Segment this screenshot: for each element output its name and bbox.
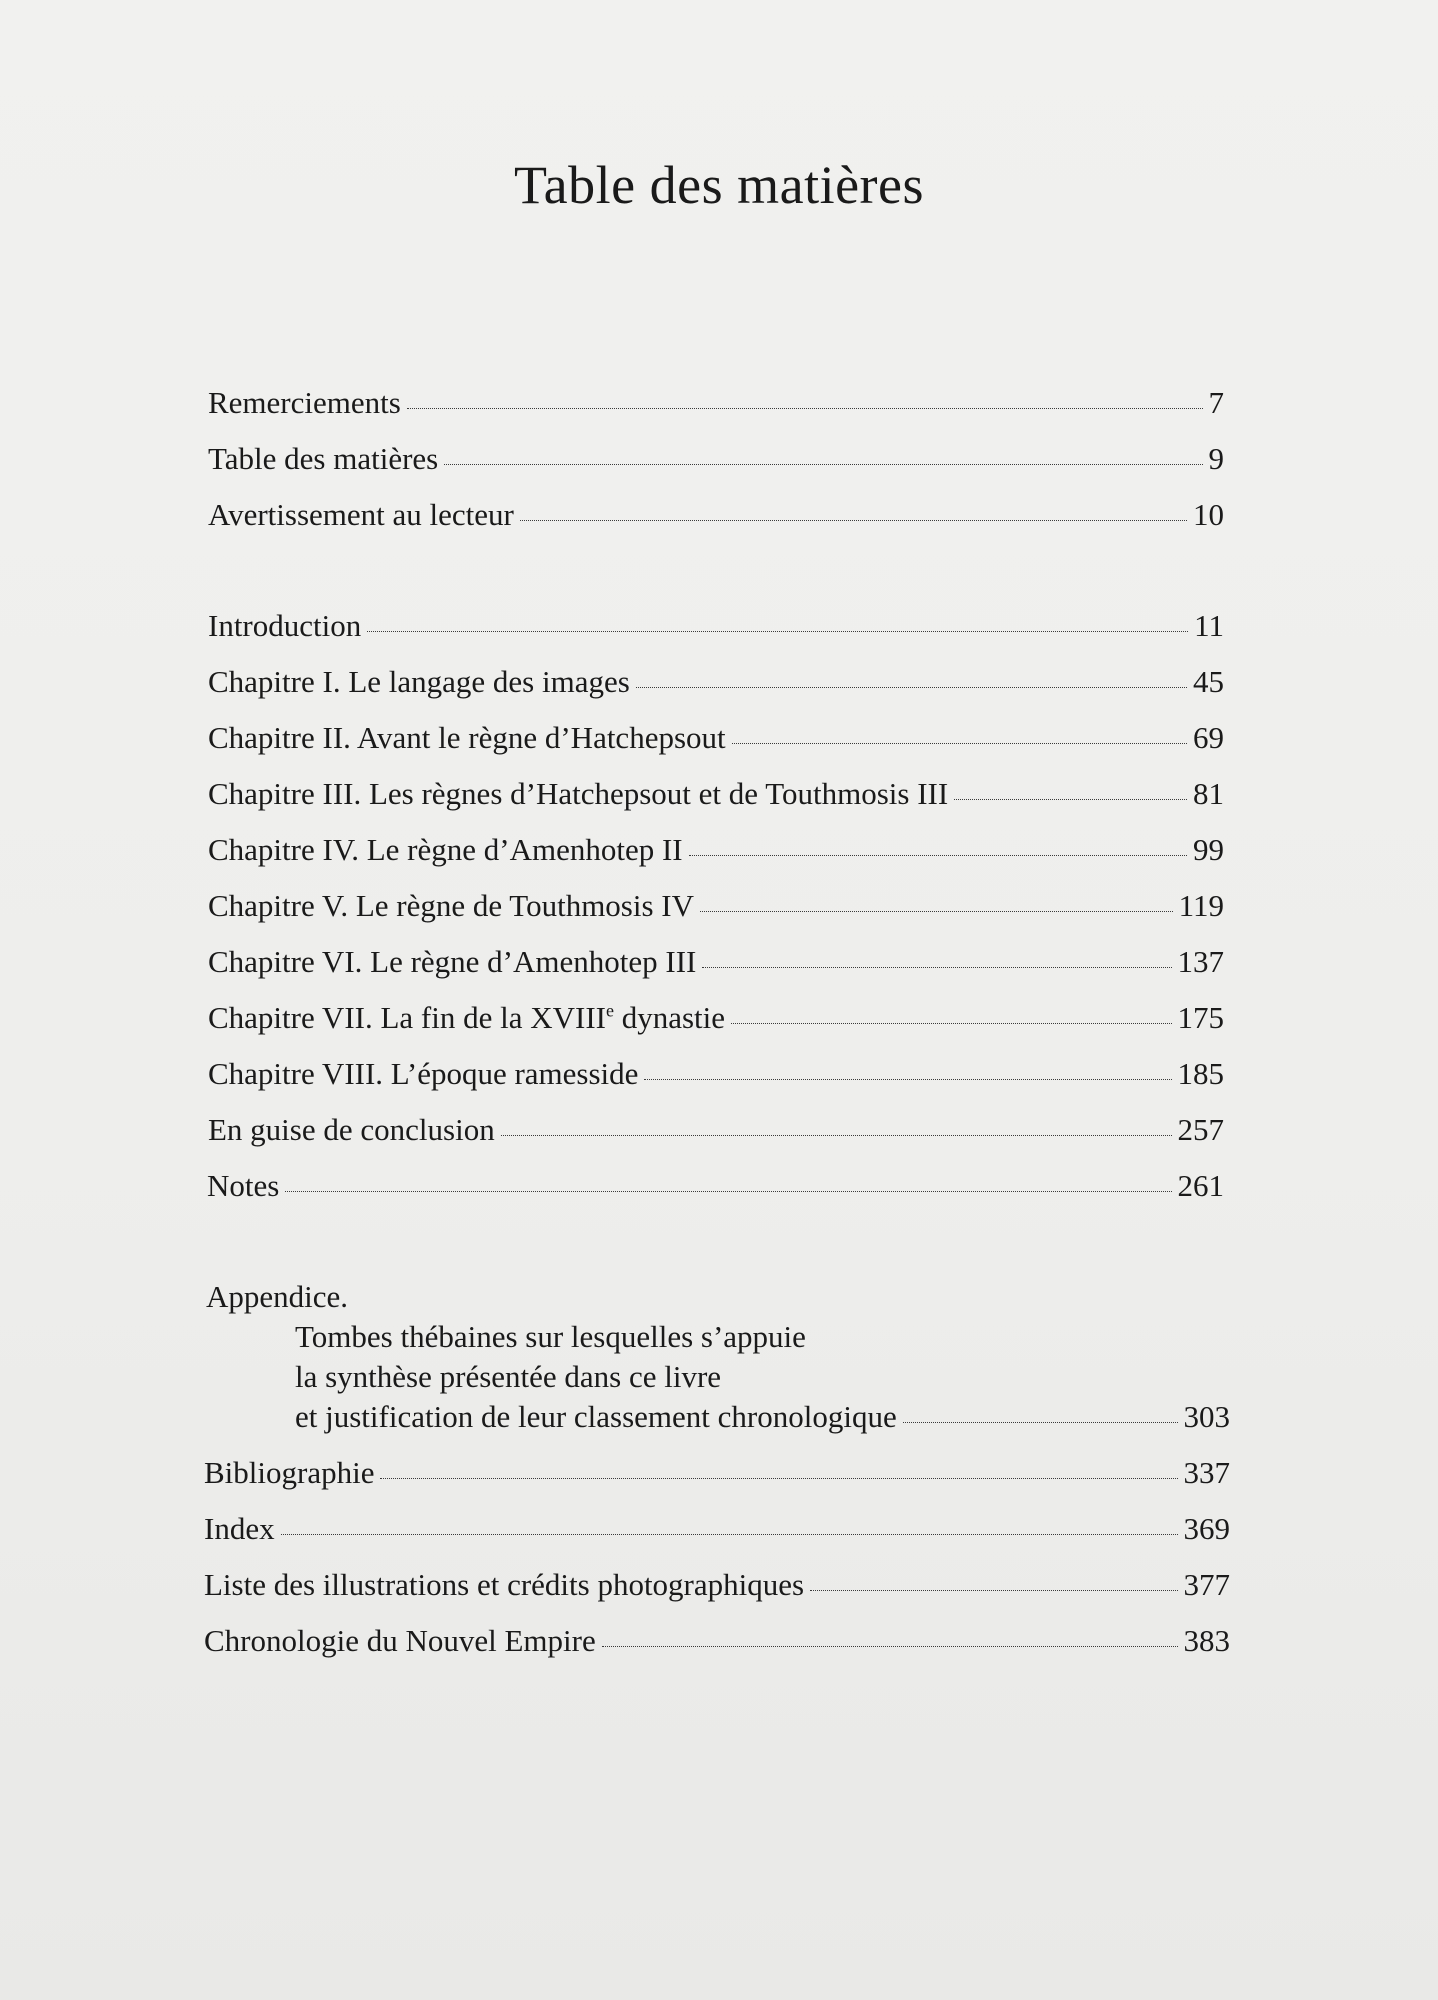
toc-entry-label: Chapitre III. Les règnes d’Hatchepsout et de Touthmosis III (208, 776, 949, 811)
toc-entry-label: Avertissement au lecteur (208, 497, 514, 532)
dot-leader (903, 1422, 1178, 1423)
toc-entry-introduction (208, 606, 1224, 646)
toc-entry-label-part: dynastie (613, 1000, 726, 1035)
toc-entry-label: Chapitre VIII. L’époque ramesside (208, 1056, 639, 1091)
toc-entry-label: Chapitre I. Le langage des images (208, 664, 630, 699)
toc-entry-page: 11 (1194, 608, 1224, 643)
toc-entry-chapitre-5 (208, 886, 1224, 926)
toc-entry-chapitre-1 (208, 662, 1224, 702)
toc-entry-page: 7 (1208, 385, 1224, 420)
toc-entry-page: 369 (1183, 1511, 1230, 1546)
toc-entry-chapitre-8 (208, 1054, 1224, 1094)
toc-entry-label (208, 998, 725, 1038)
toc-entry-chapitre-6 (208, 942, 1224, 982)
toc-entry-chronologie (204, 1621, 1230, 1661)
toc-entry-page: 81 (1193, 776, 1224, 811)
toc-entry-remerciements (208, 383, 1224, 423)
toc-entry-conclusion (208, 1110, 1224, 1150)
toc-entry-appendix (295, 1397, 1230, 1437)
dot-leader (954, 799, 1187, 800)
dot-leader (444, 464, 1202, 465)
toc-entry-table-des-matieres (208, 439, 1224, 479)
toc-entry-page: 45 (1193, 664, 1224, 699)
appendix-line-3: et justification de leur classement chronologique (295, 1399, 897, 1434)
dot-leader (810, 1590, 1177, 1591)
dot-leader (281, 1534, 1178, 1535)
dot-leader (285, 1191, 1171, 1192)
toc-entry-label-part: Chapitre VII. La fin de la XVIII (208, 1000, 606, 1035)
toc-entry-label: Introduction (208, 608, 362, 643)
toc-entry-page: 261 (1177, 1168, 1224, 1203)
superscript-e: e (605, 1000, 614, 1021)
toc-entry-page: 303 (1183, 1399, 1230, 1434)
appendix-line-1: Tombes thébaines sur lesquelles s’appuie (295, 1319, 806, 1354)
toc-entry-label: Bibliographie (204, 1455, 375, 1490)
toc-entry-page: 257 (1177, 1112, 1224, 1147)
toc-entry-page: 99 (1193, 832, 1224, 867)
page-title: Table des matières (513, 155, 925, 216)
toc-entry-page: 119 (1178, 888, 1224, 923)
dot-leader (602, 1646, 1178, 1647)
dot-leader (702, 967, 1171, 968)
toc-entry-label: Table des matières (208, 441, 439, 476)
toc-entry-index (204, 1509, 1230, 1549)
toc-entry-label: Chapitre VI. Le règne d’Amenhotep III (208, 944, 697, 979)
dot-leader (732, 743, 1187, 744)
toc-entry-page: 337 (1183, 1455, 1230, 1490)
toc-entry-label: En guise de conclusion (208, 1112, 495, 1147)
dot-leader (689, 855, 1187, 856)
dot-leader (700, 911, 1173, 912)
toc-entry-chapitre-7 (208, 998, 1224, 1038)
appendix-line-2: la synthèse présentée dans ce livre (295, 1359, 722, 1394)
appendix-heading: Appendice. (206, 1279, 349, 1314)
toc-entry-label: Chapitre V. Le règne de Touthmosis IV (208, 888, 695, 923)
dot-leader (367, 631, 1188, 632)
toc-entry-chapitre-2 (208, 718, 1224, 758)
toc-entry-label: Index (204, 1511, 275, 1546)
toc-entry-page: 9 (1208, 441, 1224, 476)
toc-entry-illustrations (204, 1565, 1230, 1605)
toc-entry-page: 383 (1183, 1623, 1230, 1658)
toc-entry-label: Remerciements (208, 385, 401, 420)
dot-leader (501, 1135, 1172, 1136)
toc-entry-page: 185 (1177, 1056, 1224, 1091)
toc-entry-label: Chronologie du Nouvel Empire (204, 1623, 596, 1658)
toc-entry-bibliographie (204, 1453, 1230, 1493)
dot-leader (520, 520, 1187, 521)
toc-entry-avertissement (208, 495, 1224, 535)
toc-entry-chapitre-3 (208, 774, 1224, 814)
toc-entry-page: 377 (1183, 1567, 1230, 1602)
dot-leader (731, 1023, 1171, 1024)
toc-entry-label: Chapitre II. Avant le règne d’Hatchepsout (208, 720, 726, 755)
toc-entry-page: 175 (1177, 1000, 1224, 1035)
toc-entry-notes (207, 1166, 1224, 1206)
toc-entry-label: Chapitre IV. Le règne d’Amenhotep II (208, 832, 683, 867)
toc-entry-page: 10 (1193, 497, 1224, 532)
toc-entry-label: Liste des illustrations et crédits photographiques (204, 1567, 805, 1602)
dot-leader (636, 687, 1187, 688)
toc-entry-page: 137 (1177, 944, 1224, 979)
dot-leader (644, 1079, 1171, 1080)
toc-entry-chapitre-4 (208, 830, 1224, 870)
toc-entry-label: Notes (207, 1168, 280, 1203)
dot-leader (407, 408, 1203, 409)
toc-entry-page: 69 (1193, 720, 1224, 755)
dot-leader (380, 1478, 1177, 1479)
